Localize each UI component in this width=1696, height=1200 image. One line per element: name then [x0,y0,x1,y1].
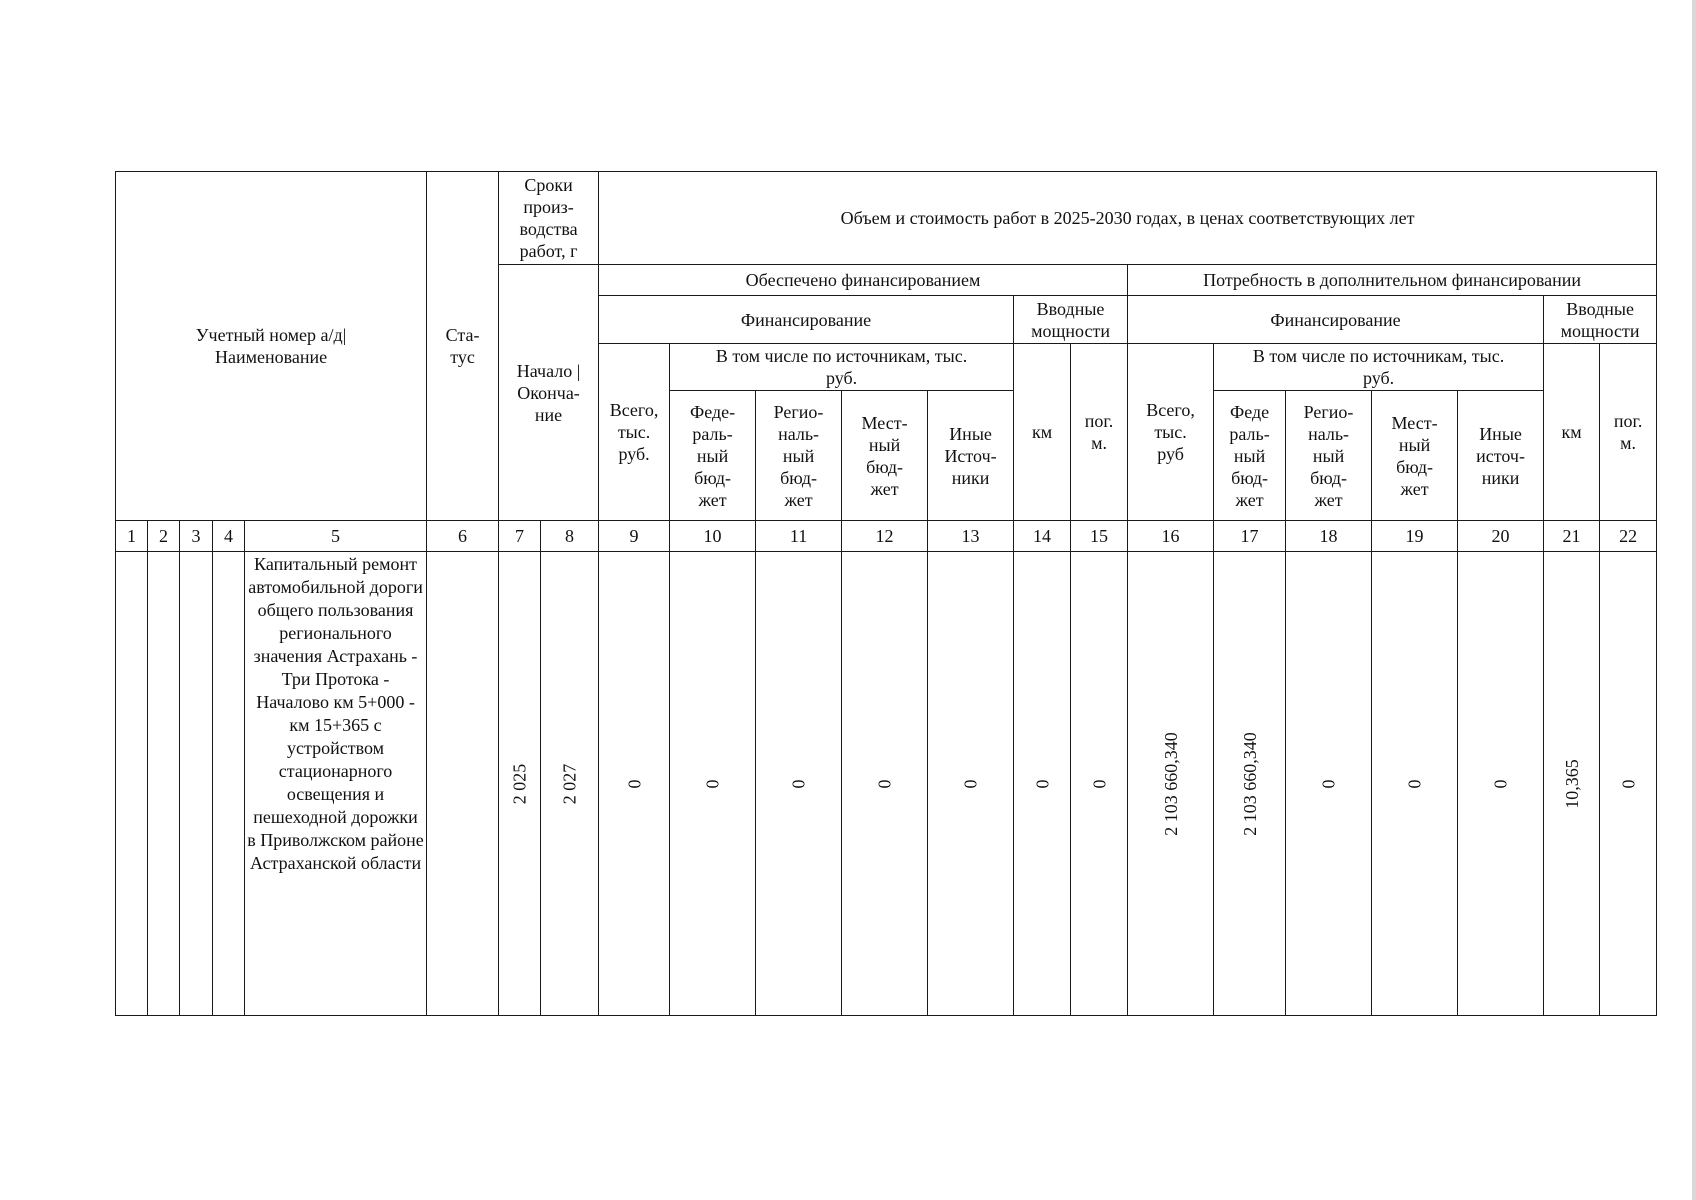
table-row [116,552,1657,1016]
secured-other-header: Иные Источ- ники [928,391,1014,521]
secured-federal-cell [670,552,756,1016]
end-year-value: 2 027 [559,763,580,804]
additional-other-value: 0 [1490,779,1511,788]
additional-regional-value: 0 [1318,779,1339,788]
additional-km-value: 10,365 [1561,758,1582,809]
additional-linear-m-value: 0 [1618,779,1639,788]
column-number: 8 [541,521,599,552]
column-numbers-row [116,521,1657,552]
additional-linear-m-cell [1600,552,1657,1016]
secured-regional-value: 0 [788,779,809,788]
column-number: 7 [499,521,541,552]
column-number: 12 [842,521,928,552]
column-number: 1 [116,521,148,552]
secured-regional-header: Регио- наль- ный бюд- жет [756,391,842,521]
end-year-cell [541,552,599,1016]
secured-linear-m-cell [1071,552,1128,1016]
column-number: 10 [670,521,756,552]
secured-local-cell [842,552,928,1016]
secured-km-cell [1014,552,1071,1016]
additional-federal-value: 2 103 660,340 [1239,731,1260,836]
column-number: 16 [1128,521,1214,552]
secured-total-cell [599,552,670,1016]
header-row-1 [116,172,1657,265]
additional-km-cell [1544,552,1600,1016]
page-edge [1692,0,1696,1200]
column-number: 18 [1286,521,1372,552]
cell-col-1 [116,552,148,1016]
terms-header: Сроки произ- водства работ, г [499,172,599,265]
additional-financing-header: Потребность в дополнительном финансировании [1128,265,1657,296]
secured-linear-m-value: 0 [1089,779,1110,788]
additional-regional-cell [1286,552,1372,1016]
secured-financing-header: Обеспечено финансированием [599,265,1128,296]
column-number: 6 [427,521,499,552]
column-number: 14 [1014,521,1071,552]
secured-total-value: 0 [624,779,645,788]
secured-linear-m-header: пог. м. [1071,344,1128,521]
column-number: 17 [1214,521,1286,552]
additional-linear-m-header: пог. м. [1600,344,1657,521]
status-header: Ста- тус [427,172,499,521]
start-year-cell [499,552,541,1016]
secured-km-value: 0 [1032,779,1053,788]
additional-regional-header: Регио- наль- ный бюд- жет [1286,391,1372,521]
secured-total-header: Всего, тыс. руб. [599,344,670,521]
column-number: 20 [1458,521,1544,552]
additional-local-value: 0 [1404,779,1425,788]
column-number: 13 [928,521,1014,552]
additional-other-header: Иные источ- ники [1458,391,1544,521]
start-end-header: Начало | Оконча- ние [499,265,599,521]
volume-cost-header: Объем и стоимость работ в 2025-2030 годах, в ценах соответствующих лет [599,172,1657,265]
road-works-table [115,171,1657,1016]
additional-total-cell [1128,552,1214,1016]
secured-federal-header: Феде- раль- ный бюд- жет [670,391,756,521]
secured-other-value: 0 [960,779,981,788]
additional-total-value: 2 103 660,340 [1160,731,1181,836]
additional-total-header: Всего, тыс. руб [1128,344,1214,521]
column-number: 15 [1071,521,1128,552]
road-name-cell: Капитальный ремонт автомобильной дороги общего пользования регионального значения Астрахань - Три Протока - Началово км 5+000 - км 15+365 с устройством стационарного освещения и пешеходной дорожки в Приволжском районе Астраханской области [245,552,427,1016]
additional-local-cell [1372,552,1458,1016]
secured-by-sources-header: В том числе по источникам, тыс. руб. [670,344,1014,391]
column-number: 5 [245,521,427,552]
secured-federal-value: 0 [702,779,723,788]
column-number: 3 [180,521,213,552]
column-number: 19 [1372,521,1458,552]
secured-input-capacity-header: Вводные мощности [1014,296,1128,344]
additional-by-sources-header: В том числе по источникам, тыс. руб. [1214,344,1544,391]
secured-financing-sub-header: Финансирование [599,296,1014,344]
column-number: 2 [148,521,180,552]
additional-federal-cell [1214,552,1286,1016]
cell-col-2 [148,552,180,1016]
secured-km-header: км [1014,344,1071,521]
additional-financing-sub-header: Финансирование [1128,296,1544,344]
secured-other-cell [928,552,1014,1016]
start-year-value: 2 025 [509,763,530,804]
additional-local-header: Мест- ный бюд- жет [1372,391,1458,521]
additional-federal-header: Феде раль- ный бюд- жет [1214,391,1286,521]
cell-col-3 [180,552,213,1016]
additional-other-cell [1458,552,1544,1016]
status-cell [427,552,499,1016]
secured-local-value: 0 [874,779,895,788]
secured-regional-cell [756,552,842,1016]
column-number: 21 [1544,521,1600,552]
column-number: 4 [213,521,245,552]
column-number: 22 [1600,521,1657,552]
column-number: 11 [756,521,842,552]
account-name-header: Учетный номер а/д| Наименование [116,172,427,521]
additional-input-capacity-header: Вводные мощности [1544,296,1657,344]
cell-col-4 [213,552,245,1016]
additional-km-header: км [1544,344,1600,521]
column-number: 9 [599,521,670,552]
secured-local-header: Мест- ный бюд- жет [842,391,928,521]
